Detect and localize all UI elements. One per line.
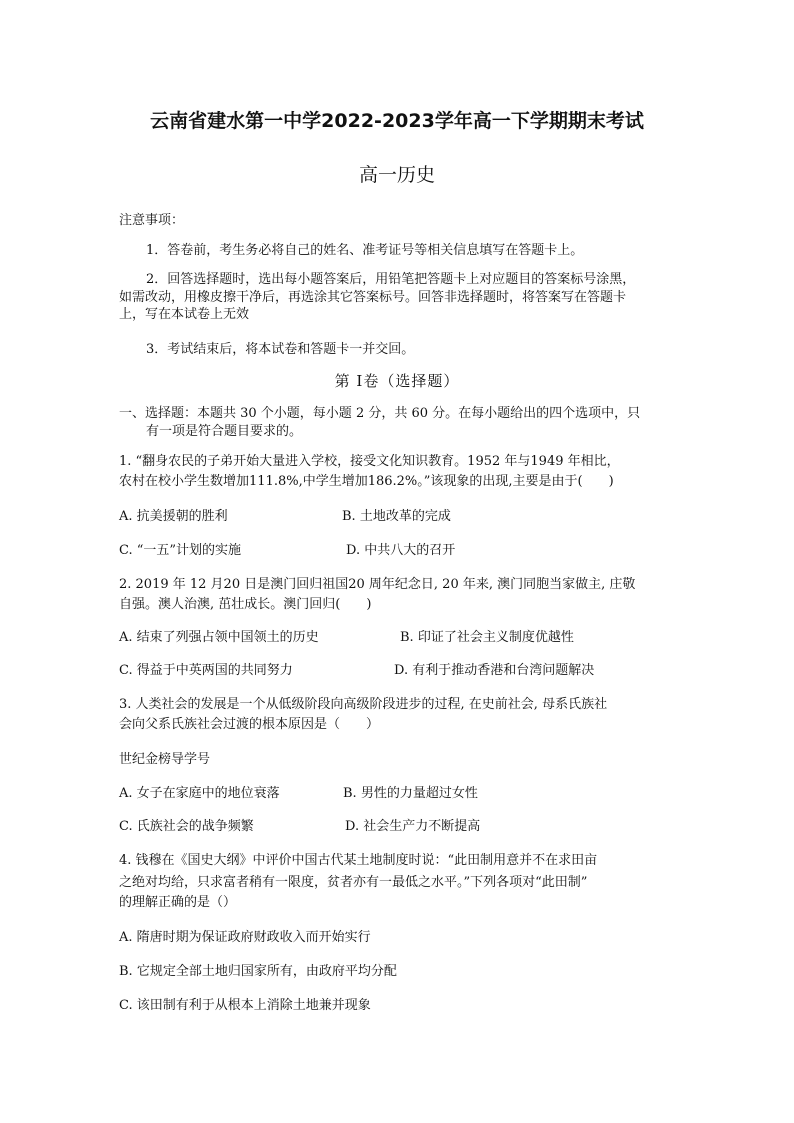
q3-source-note: 世纪金榜导学号 bbox=[119, 752, 211, 767]
notice-item-2-line-1: 2．回答选择题时，选出每小题答案后，用铅笔把答题卡上对应题目的答案标号涂黑， bbox=[146, 272, 636, 287]
q2-option-a: A. 结束了列强占领中国领土的历史 bbox=[119, 630, 319, 645]
notice-item-3: 3．考试结束后，将本试卷和答题卡一并交回。 bbox=[146, 342, 415, 357]
q1-stem-line-2: 农村在校小学生数增加111.8%,中学生增加186.2%。”该现象的出现,主要是由于( ) bbox=[119, 474, 614, 489]
notice-item-1: 1．答卷前，考生务必将自己的姓名、准考证号等相关信息填写在答题卡上。 bbox=[146, 243, 584, 258]
q2-option-c: C. 得益于中英两国的共同努力 bbox=[119, 663, 293, 678]
q2-option-d: D. 有利于推动香港和台湾问题解决 bbox=[394, 663, 595, 678]
q3-stem-line-1: 3. 人类社会的发展是一个从低级阶段向高级阶段进步的过程, 在史前社会, 母系氏族社 bbox=[119, 697, 608, 712]
q4-stem-line-2: 之绝对均给，只求富者稍有一限度，贫者亦有一最低之水平。”下列各项对“此田制” bbox=[119, 875, 588, 890]
q2-stem-line-1: 2. 2019 年 12 月20 日是澳门回归祖国20 周年纪念日, 20 年来, 澳门同胞当家做主, 庄敬 bbox=[119, 577, 636, 592]
exam-subject: 高一历史 bbox=[358, 164, 435, 186]
q3-option-a: A. 女子在家庭中的地位衰落 bbox=[119, 786, 280, 801]
q2-option-b: B. 印证了社会主义制度优越性 bbox=[400, 630, 574, 645]
q1-stem-line-1: 1. “翻身农民的子弟开始大量进入学校，接受文化知识教育。1952 年与1949 年相比， bbox=[119, 454, 620, 469]
q4-option-a: A. 隋唐时期为保证政府财政收入而开始实行 bbox=[119, 930, 371, 945]
q4-option-c: C. 该田制有利于从根本上消除土地兼并现象 bbox=[119, 998, 371, 1013]
q4-stem-line-1: 4. 钱穆在《国史大纲》中评价中国古代某土地制度时说：“此田制用意并不在求田亩 bbox=[119, 853, 598, 868]
notice-item-2-line-2: 如需改动，用橡皮擦干净后，再选涂其它答案标号。回答非选择题时，将答案写在答题卡 bbox=[119, 290, 627, 305]
q1-option-c: C. “一五”计划的实施 bbox=[119, 543, 242, 558]
q1-option-d: D. 中共八大的召开 bbox=[346, 543, 456, 558]
q2-stem-line-2: 自强。澳人治澳, 茁壮成长。澳门回归( ) bbox=[119, 597, 372, 612]
q1-option-a: A. 抗美援朝的胜利 bbox=[119, 509, 228, 524]
q1-option-b: B. 土地改革的完成 bbox=[342, 509, 451, 524]
notice-item-2-line-3: 上，写在本试卷上无效 bbox=[119, 307, 250, 322]
exam-title: 云南省建水第一中学2022-2023学年高一下学期期末考试 bbox=[150, 110, 644, 132]
q4-stem-line-3: 的理解正确的是（） bbox=[119, 895, 237, 910]
notice-heading: 注意事项： bbox=[119, 213, 185, 228]
instructions-line-1: 一、选择题：本题共 30 个小题，每小题 2 分，共 60 分。在每小题给出的四个选项中，只 bbox=[119, 406, 641, 421]
q3-stem-line-2: 会向父系氏族社会过渡的根本原因是（ ） bbox=[119, 717, 380, 732]
instructions-line-2: 有一项是符合题目要求的。 bbox=[146, 424, 303, 439]
section-title: 第 Ⅰ卷（选择题） bbox=[334, 372, 460, 390]
q3-option-c: C. 氏族社会的战争频繁 bbox=[119, 819, 254, 834]
q3-option-b: B. 男性的力量超过女性 bbox=[343, 786, 478, 801]
q3-option-d: D. 社会生产力不断提高 bbox=[345, 819, 481, 834]
q4-option-b: B. 它规定全部土地归国家所有，由政府平均分配 bbox=[119, 964, 397, 979]
